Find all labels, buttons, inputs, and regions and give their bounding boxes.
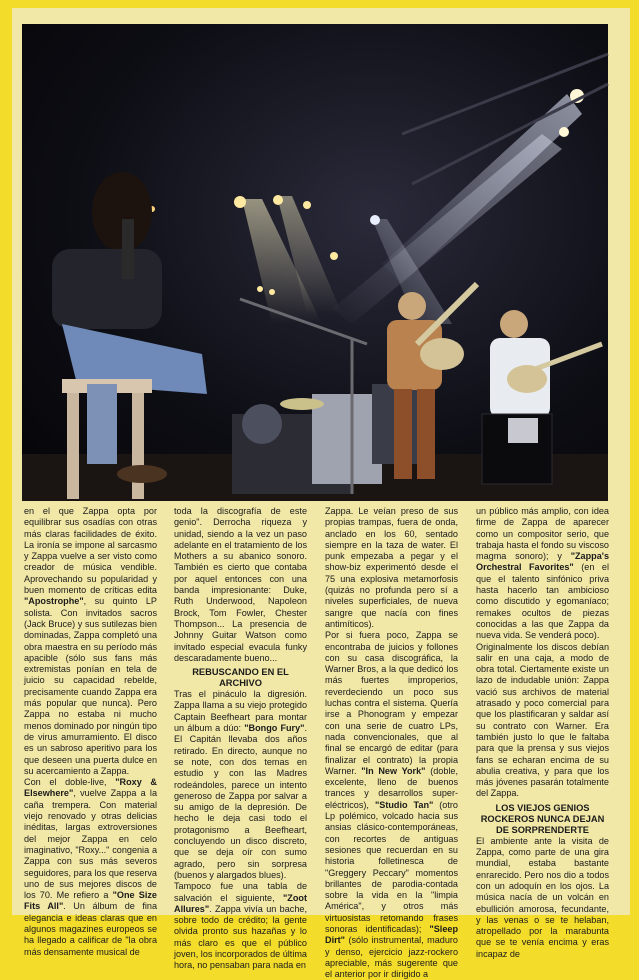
article-column-4 [476, 506, 609, 959]
text-run: . Zappa vivía un bache, sobre todo de crédito; la gente olvida pronto sus hazañas y lo más claro es que el público joven, los incorporados de última hora, no pensaban para nada en [174, 903, 307, 971]
paragraph [325, 506, 458, 630]
text-run: , su quinto LP solista. Con invitados sacros (Jack Bruce) y sus sutilezas bien dominadas, Zappa completó una obra maestra en su período más apacible (sólo sus fans más extremistas ponían en tela de juicio su capacidad rebelde, precisamente cuando Zappa era más popular que nunca). Pero Zappa no estaba ni mucho menos dominado por ningún tipo de virus amurramiento. El disco es un sabroso aperitivo para los que deseen una puerta dulce en su acercamiento a Zappa. [24, 596, 157, 776]
album-title: "Zoot Allures" [174, 892, 307, 914]
paragraph [174, 881, 307, 971]
album-title: "Apostrophe" [24, 596, 84, 607]
text-run: (sólo instrumental, maduro y denso, ejercicio jazz-rockero apreciable, más sugerente que el anterior por ir dirigido a [325, 935, 458, 980]
album-title: "One Size Fits All" [24, 890, 157, 912]
text-run: Originalmente los discos debían salir en una caja, a modo de obra total. Ciertamente existe un lazo de indudable unión: Zappa vació sus archivos de material atrasado y poco comercial para que los plastificaran y saldar así su contrato con Warner. Era también justo lo que le faltaba para que la prensa y sus viejos fans se echaran encima de su abulia creativa, y para que los más jóvenes pasarán totalmente del Zappa. [476, 641, 609, 799]
article-column-3 [325, 506, 458, 980]
section-heading: LOS VIEJOS GENIOS ROCKEROS NUNCA DEJAN DE SORPRENDERTE [480, 802, 605, 835]
paragraph [24, 506, 157, 777]
text-run: Con el doble-live, [24, 777, 116, 788]
album-title: "Roxy & Elsewhere" [24, 777, 157, 799]
text-run: toda la discografía de este genio". Derrocha riqueza y unidad, siendo a la vez un paso adelante en el tratamiento de los Mothers a su abanico sonoro. También es cierto que contaba por aquel entonces con una banda impresionante: Duke, Ruth Underwood, Napoleon Brock, Tom Fowler, Chester Thompson... La presencia de Johnny Guitar Watson como invitado especial evacula funky descaradamente bueno... [174, 506, 307, 663]
paragraph [24, 777, 157, 958]
text-run: en el que Zappa opta por equilibrar sus osadías con otras más claras facilidades de éxito. La ironía se impone al sarcasmo y Zappa vuelve a ser visto como creador de música vendible. Aprovechando su popularidad y buen momento de críticas edita [24, 506, 157, 596]
album-title: "Sleep Dirt" [325, 923, 458, 946]
concert-stage-photo-icon [22, 24, 608, 501]
text-run: , vuelve Zappa a la caña trempera. Con material viejo renovado y otras delicias inéditas, largas extroversiones del mejor Zappa en celo imaginativo, "Roxy..." congenia a Zappa con sus más severos seguidores, para los que reserva uno de sus mejores discos de los 70. Me refiero a [24, 788, 157, 901]
paragraph [325, 630, 458, 980]
text-run: (otro Lp polémico, volcado hacia sus ansias clásico-contemporáneas, con recortes de antiguas sesiones que recuerdan en su historia folletinesca de "Greggery Peccary" momentos brillantes de parodia-contada sobre la vida en la "limpia América", y otros más virtuosistas retomando frases sonoras identificadas); [325, 799, 458, 934]
album-title: "In New York" [361, 765, 426, 776]
text-run: Por si fuera poco, Zappa se encontraba de juicios y follones con su casa discográfica, la Warner Bros, a la que dedicó los más fuertes improperios, reverdeciendo un poco sus luchas contra el sistema. Quería irse a Phonogram y empezar con una serie de cuatro LPs, nada convencionales, que al final se encargó de editar (para finalizar el contrato) la propia Warner. [325, 630, 458, 776]
article-body [24, 506, 609, 980]
album-title: "Studio Tan" [374, 799, 434, 810]
text-run: . Un álbum de fina elegancia e ideas claras que en algunos magazines europeos se ha llegado a calificar de "la obra más densamente musical de [24, 901, 157, 957]
text-run: . El Capitán llevaba dos años retirado. En directo, aunque no se note, con dos temas en estudio y con las Madres rodeándoles, parece un intento generoso de Zappa por salvar a su amigo de la depresión. De hecho le deja casi todo el protagonismo a Beefheart, concluyendo un disco discreto, que se deja oír con sumo agrado, pero sin sorpresa (buenos y alargados blues). [174, 723, 307, 880]
text-run: Tampoco fue una tabla de salvación el siguiente, [174, 881, 307, 903]
paragraph [174, 689, 307, 881]
paragraph [174, 506, 307, 664]
text-run: (en el que el talento sinfónico priva hasta hacerlo tan ambicioso como discutido y egomaníaco; remakes ocultos de piezas conocidas a las que Zappa da nueva vida. Se venderá poco). [476, 562, 609, 641]
text-run: un público más amplio, con idea firme de Zappa de aparecer como un compositor serio, que trabaja hasta el fondo su viscoso magma sonoro); y [476, 506, 609, 562]
text-run: (doble, excelente, lleno de buenos trances y desarrollos super-eléctricos), [325, 765, 458, 810]
paragraph [476, 836, 609, 960]
album-title: "Bongo Fury" [244, 723, 305, 734]
paragraph [476, 642, 609, 800]
concert-photo [22, 24, 608, 501]
article-column-2 [174, 506, 307, 971]
article-column-1 [24, 506, 157, 957]
paragraph [476, 506, 609, 642]
text-run: Tras el pináculo la digresión. Zappa llama a su viejo protegido Captain Beefheart para montar un álbum a dúo: [174, 689, 307, 734]
text-run: El ambiente ante la visita de Zappa, como parte de una gira mundial, estaba bastante enrarecido. Pero nos dio a todos con un adoquín en los ojos. La música nacía de un volcán en ebullición amorosa, fecundante, y las venas o se te helaban, atropellado por la marabunta que se te venía encima y eras incapaz de [476, 835, 609, 959]
album-title: "Zappa's Orchestral Favorites" [476, 551, 609, 573]
text-run: Zappa. Le veían preso de sus propias trampas, fuera de onda, anclado en los 60, sentado siempre en la taza de water. El punk empezaba a pegar y el show-biz experimentó desde el 75 una explosiva metamorfosis (quizás no profunda pero sí a niveles superficiales, de nueva sangre que nacía con fines antimíticos). [325, 506, 458, 629]
section-heading: REBUSCANDO EN EL ARCHIVO [192, 667, 289, 689]
